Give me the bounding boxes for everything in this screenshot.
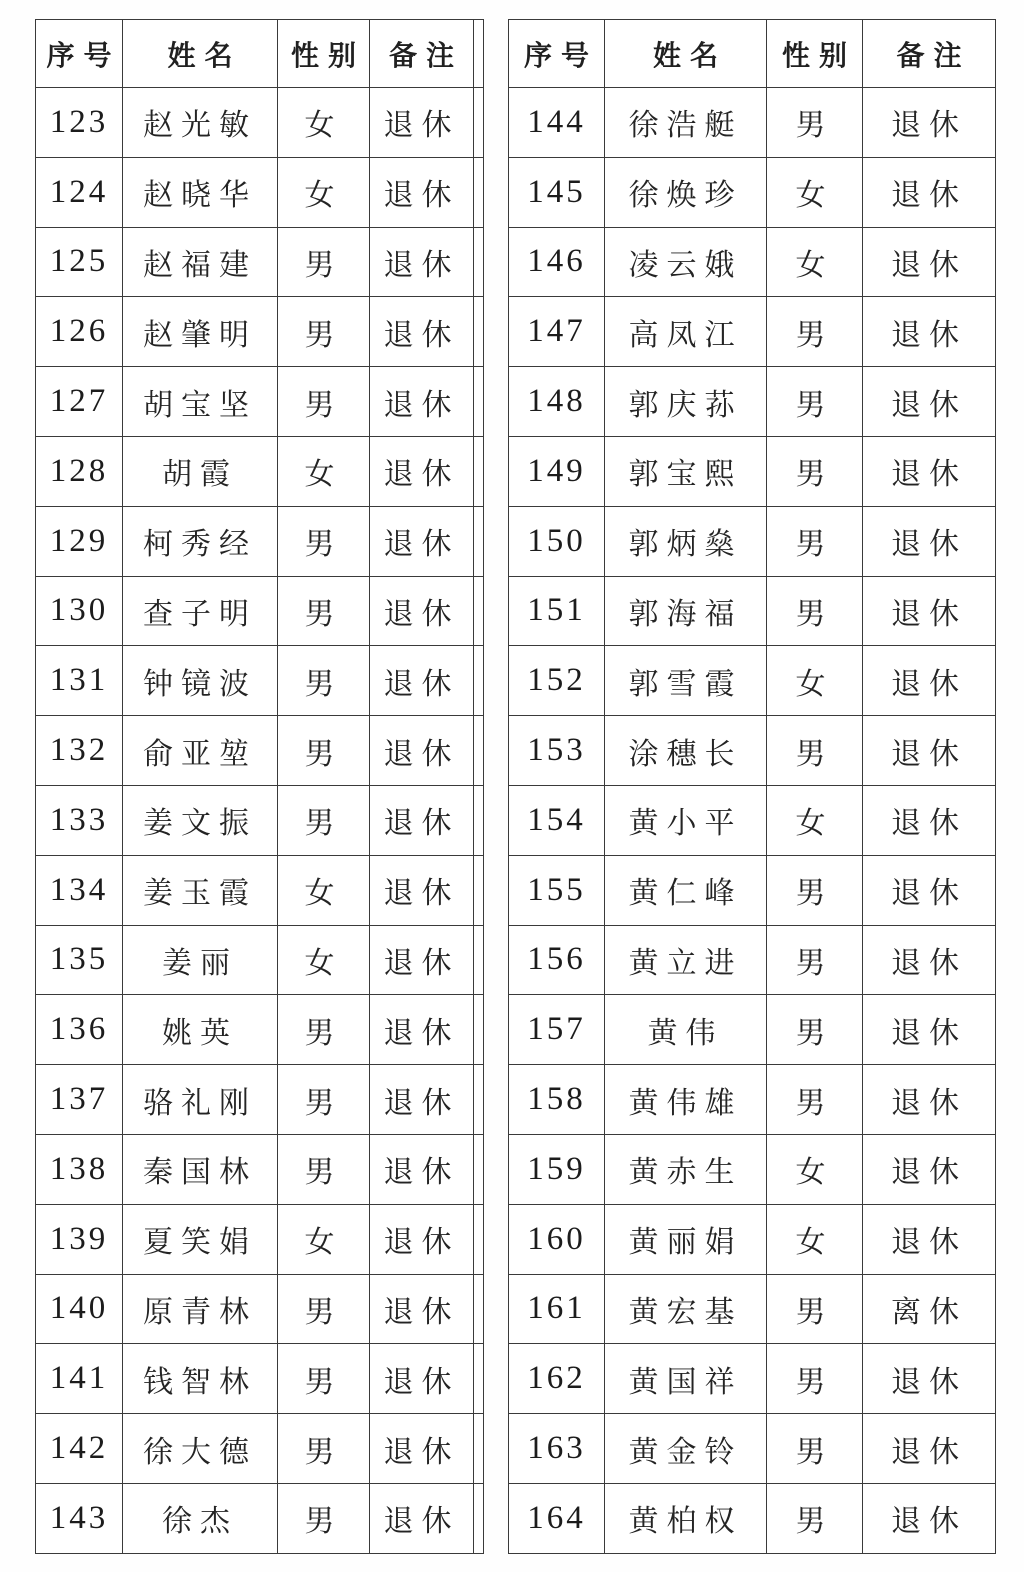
gender-cell: 男 [278,1344,370,1414]
remark-cell: 退休 [370,646,474,716]
name-cell: 凌云娥 [605,227,767,297]
table-row [509,506,996,576]
gender-cell: 男 [278,1414,370,1484]
col-header-name: 姓名 [605,20,767,88]
table-row [509,1065,996,1135]
table-row [36,367,484,437]
table-row [36,716,484,786]
remark-cell: 退休 [370,1274,474,1344]
name-cell: 郭海福 [605,576,767,646]
remark-cell: 退休 [863,855,996,925]
spacer-column-cell [474,1414,484,1484]
spacer-column-cell [474,1274,484,1344]
serial-cell: 145 [509,157,605,227]
name-cell: 姜玉霞 [123,855,278,925]
spacer-column-cell [474,297,484,367]
serial-cell: 142 [36,1414,123,1484]
table-row [36,436,484,506]
gender-cell: 女 [767,227,863,297]
remark-cell: 退休 [370,576,474,646]
gender-cell: 男 [278,1483,370,1553]
name-cell: 郭宝熙 [605,436,767,506]
remark-cell: 退休 [863,157,996,227]
name-cell: 查子明 [123,576,278,646]
name-cell: 郭庆荪 [605,367,767,437]
remark-cell: 退休 [370,1204,474,1274]
remark-cell: 退休 [863,1134,996,1204]
serial-cell: 123 [36,88,123,158]
gender-cell: 男 [767,297,863,367]
table-row [36,855,484,925]
gender-cell: 男 [278,1274,370,1344]
remark-cell: 退休 [370,436,474,506]
name-cell: 郭雪霞 [605,646,767,716]
table-row [36,995,484,1065]
gender-cell: 女 [278,855,370,925]
serial-cell: 159 [509,1134,605,1204]
table-row [509,576,996,646]
table-row [509,716,996,786]
gender-cell: 男 [767,1483,863,1553]
name-cell: 夏笑娟 [123,1204,278,1274]
table-row [36,1065,484,1135]
serial-cell: 125 [36,227,123,297]
gender-cell: 女 [767,1134,863,1204]
table-row [36,576,484,646]
name-cell: 柯秀经 [123,506,278,576]
table-row [509,855,996,925]
gender-cell: 男 [767,925,863,995]
table-row [509,995,996,1065]
table-row [509,436,996,506]
table-row [509,367,996,437]
gender-cell: 男 [278,576,370,646]
gender-cell: 男 [278,646,370,716]
remark-cell: 退休 [863,1344,996,1414]
remark-cell: 退休 [370,855,474,925]
spacer-column-cell [474,506,484,576]
gender-cell: 男 [278,995,370,1065]
gender-cell: 女 [278,925,370,995]
gender-cell: 男 [767,855,863,925]
name-cell: 骆礼刚 [123,1065,278,1135]
serial-cell: 149 [509,436,605,506]
gender-cell: 男 [278,1134,370,1204]
serial-cell: 144 [509,88,605,158]
col-header-serial: 序号 [36,20,123,88]
serial-cell: 140 [36,1274,123,1344]
roster-table-right [508,19,996,1554]
remark-cell: 退休 [370,367,474,437]
spacer-column-cell [474,785,484,855]
col-header-gender: 性别 [278,20,370,88]
table-row [36,88,484,158]
spacer-column-cell [474,436,484,506]
col-header-gender: 性别 [767,20,863,88]
gender-cell: 男 [767,367,863,437]
col-header-remark: 备注 [863,20,996,88]
serial-cell: 135 [36,925,123,995]
header-row [509,20,996,88]
serial-cell: 161 [509,1274,605,1344]
gender-cell: 女 [278,88,370,158]
remark-cell: 退休 [370,716,474,786]
gender-cell: 女 [278,436,370,506]
gender-cell: 男 [767,576,863,646]
name-cell: 秦国林 [123,1134,278,1204]
name-cell: 黄柏权 [605,1483,767,1553]
table-row [509,1134,996,1204]
name-cell: 胡霞 [123,436,278,506]
remark-cell: 退休 [370,227,474,297]
serial-cell: 151 [509,576,605,646]
gender-cell: 男 [767,436,863,506]
spacer-column-header [474,20,484,88]
serial-cell: 126 [36,297,123,367]
serial-cell: 138 [36,1134,123,1204]
remark-cell: 退休 [370,88,474,158]
name-cell: 原青林 [123,1274,278,1344]
serial-cell: 156 [509,925,605,995]
spacer-column-cell [474,716,484,786]
gender-cell: 男 [278,506,370,576]
remark-cell: 退休 [863,646,996,716]
gender-cell: 男 [278,297,370,367]
gender-cell: 男 [767,716,863,786]
remark-cell: 退休 [863,925,996,995]
remark-cell: 退休 [863,367,996,437]
remark-cell: 退休 [863,1204,996,1274]
spacer-column-cell [474,227,484,297]
remark-cell: 退休 [863,576,996,646]
remark-cell: 退休 [370,157,474,227]
gender-cell: 男 [767,1274,863,1344]
serial-cell: 155 [509,855,605,925]
table-row [36,1274,484,1344]
gender-cell: 男 [278,1065,370,1135]
serial-cell: 124 [36,157,123,227]
gender-cell: 男 [767,88,863,158]
table-row [509,1483,996,1553]
table-row [509,785,996,855]
serial-cell: 141 [36,1344,123,1414]
table-row [509,227,996,297]
name-cell: 黄仁峰 [605,855,767,925]
serial-cell: 152 [509,646,605,716]
serial-cell: 158 [509,1065,605,1135]
serial-cell: 162 [509,1344,605,1414]
gender-cell: 男 [278,227,370,297]
table-row [509,1344,996,1414]
name-cell: 姚英 [123,995,278,1065]
col-header-remark: 备注 [370,20,474,88]
remark-cell: 退休 [863,297,996,367]
serial-cell: 150 [509,506,605,576]
table-row [509,646,996,716]
table-row [509,297,996,367]
table-row [36,646,484,716]
remark-cell: 离休 [863,1274,996,1344]
remark-cell: 退休 [863,227,996,297]
table-row [36,157,484,227]
serial-cell: 134 [36,855,123,925]
serial-cell: 163 [509,1414,605,1484]
spacer-column-cell [474,855,484,925]
remark-cell: 退休 [370,506,474,576]
remark-cell: 退休 [863,716,996,786]
serial-cell: 130 [36,576,123,646]
table-row [509,1414,996,1484]
gender-cell: 女 [767,1204,863,1274]
table-row [36,1204,484,1274]
spacer-column-cell [474,995,484,1065]
name-cell: 徐大德 [123,1414,278,1484]
serial-cell: 137 [36,1065,123,1135]
spacer-column-cell [474,1134,484,1204]
name-cell: 徐杰 [123,1483,278,1553]
name-cell: 黄伟 [605,995,767,1065]
name-cell: 黄金铃 [605,1414,767,1484]
header-row [36,20,484,88]
table-row [36,1344,484,1414]
gender-cell: 男 [767,1065,863,1135]
spacer-column-cell [474,1065,484,1135]
remark-cell: 退休 [863,995,996,1065]
name-cell: 俞亚堃 [123,716,278,786]
name-cell: 黄赤生 [605,1134,767,1204]
remark-cell: 退休 [863,1414,996,1484]
name-cell: 高凤江 [605,297,767,367]
spacer-column-cell [474,1204,484,1274]
serial-cell: 133 [36,785,123,855]
name-cell: 黄小平 [605,785,767,855]
gender-cell: 女 [767,157,863,227]
serial-cell: 143 [36,1483,123,1553]
gender-cell: 男 [767,1344,863,1414]
serial-cell: 153 [509,716,605,786]
gender-cell: 男 [767,995,863,1065]
name-cell: 姜丽 [123,925,278,995]
name-cell: 赵光敏 [123,88,278,158]
spacer-column-cell [474,157,484,227]
gender-cell: 男 [278,785,370,855]
serial-cell: 164 [509,1483,605,1553]
table-row [509,1204,996,1274]
remark-cell: 退休 [370,1134,474,1204]
remark-cell: 退休 [370,1344,474,1414]
table-row [509,925,996,995]
col-header-serial: 序号 [509,20,605,88]
serial-cell: 132 [36,716,123,786]
serial-cell: 157 [509,995,605,1065]
remark-cell: 退休 [863,785,996,855]
gender-cell: 男 [767,1414,863,1484]
name-cell: 赵福建 [123,227,278,297]
name-cell: 钟镜波 [123,646,278,716]
spacer-column-cell [474,1344,484,1414]
remark-cell: 退休 [370,785,474,855]
name-cell: 徐焕珍 [605,157,767,227]
table-row [36,925,484,995]
name-cell: 郭炳燊 [605,506,767,576]
serial-cell: 136 [36,995,123,1065]
serial-cell: 139 [36,1204,123,1274]
name-cell: 姜文振 [123,785,278,855]
remark-cell: 退休 [863,1065,996,1135]
spacer-column-cell [474,88,484,158]
remark-cell: 退休 [863,506,996,576]
gender-cell: 女 [278,157,370,227]
serial-cell: 131 [36,646,123,716]
remark-cell: 退休 [370,925,474,995]
name-cell: 黄宏基 [605,1274,767,1344]
serial-cell: 160 [509,1204,605,1274]
name-cell: 钱智林 [123,1344,278,1414]
spacer-column-cell [474,576,484,646]
name-cell: 赵晓华 [123,157,278,227]
name-cell: 黄丽娟 [605,1204,767,1274]
gender-cell: 男 [767,506,863,576]
remark-cell: 退休 [863,436,996,506]
serial-cell: 127 [36,367,123,437]
roster-table-left [35,19,484,1554]
remark-cell: 退休 [863,88,996,158]
col-header-name: 姓名 [123,20,278,88]
remark-cell: 退休 [370,1065,474,1135]
table-row [509,157,996,227]
gender-cell: 女 [767,785,863,855]
serial-cell: 148 [509,367,605,437]
remark-cell: 退休 [370,995,474,1065]
spacer-column-cell [474,925,484,995]
name-cell: 黄立进 [605,925,767,995]
name-cell: 黄伟雄 [605,1065,767,1135]
remark-cell: 退休 [370,1483,474,1553]
spacer-column-cell [474,367,484,437]
spacer-column-cell [474,646,484,716]
table-row [36,506,484,576]
name-cell: 胡宝坚 [123,367,278,437]
gender-cell: 女 [767,646,863,716]
name-cell: 徐浩艇 [605,88,767,158]
name-cell: 黄国祥 [605,1344,767,1414]
spacer-column-cell [474,1483,484,1553]
remark-cell: 退休 [370,1414,474,1484]
remark-cell: 退休 [370,297,474,367]
serial-cell: 154 [509,785,605,855]
table-row [36,1483,484,1553]
name-cell: 涂穗长 [605,716,767,786]
table-row [509,88,996,158]
serial-cell: 128 [36,436,123,506]
name-cell: 赵肇明 [123,297,278,367]
gender-cell: 男 [278,367,370,437]
remark-cell: 退休 [863,1483,996,1553]
gender-cell: 女 [278,1204,370,1274]
table-row [36,1414,484,1484]
serial-cell: 129 [36,506,123,576]
serial-cell: 147 [509,297,605,367]
table-row [36,785,484,855]
gender-cell: 男 [278,716,370,786]
table-row [36,1134,484,1204]
table-row [36,297,484,367]
serial-cell: 146 [509,227,605,297]
table-row [509,1274,996,1344]
table-row [36,227,484,297]
